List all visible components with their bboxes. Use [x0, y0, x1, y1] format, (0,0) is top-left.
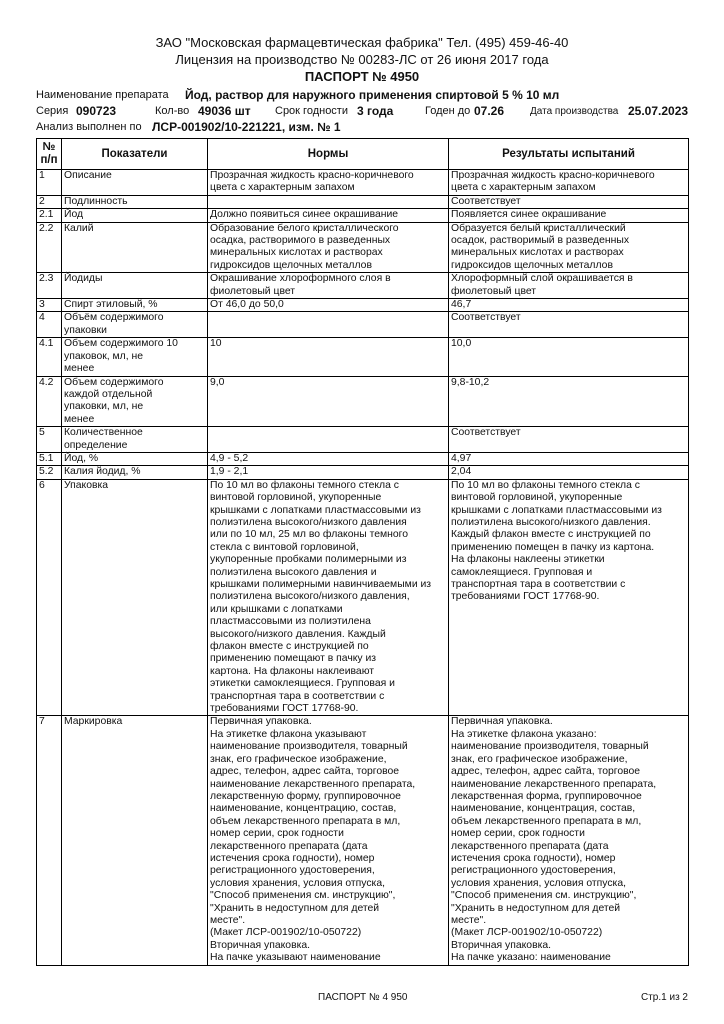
valid-until-label: Годен до [425, 105, 471, 117]
row-number: 2.1 [37, 209, 62, 222]
row-result: 10,0 [449, 338, 689, 376]
row-number: 4 [37, 312, 62, 338]
row-norm: Должно появиться синее окрашивание [208, 209, 449, 222]
row-norm [208, 195, 449, 208]
row-indicator: Описание [62, 170, 208, 196]
row-result: Появляется синее окрашивание [449, 209, 689, 222]
col-num-header: № п/п [37, 139, 62, 170]
row-number: 1 [37, 170, 62, 196]
row-norm: 9,0 [208, 376, 449, 427]
row-number: 2.3 [37, 273, 62, 299]
row-indicator: Калия йодид, % [62, 466, 208, 479]
preparation-value: Йод, раствор для наружного применения спиртовой 5 % 10 мл [185, 88, 560, 102]
table-row [37, 209, 689, 222]
row-norm: Окрашивание хлороформного слоя в фиолетовый цвет [208, 273, 449, 299]
row-norm: 4,9 - 5,2 [208, 452, 449, 465]
analysis-value: ЛСР-001902/10-221221, изм. № 1 [152, 120, 341, 134]
row-number: 7 [37, 716, 62, 965]
row-norm: Образование белого кристаллического осадка, растворимого в разведенных минеральных кислотах и растворах гидроксидов щелочных металлов [208, 222, 449, 273]
results-table [36, 138, 689, 966]
row-norm: От 46,0 до 50,0 [208, 299, 449, 312]
footer-page-number: Стр.1 из 2 [641, 992, 688, 1003]
row-norm: Первичная упаковка. На этикетке флакона указывают наименование производителя, товарный знак, его графическое изображение, адрес, телефон, адрес сайта, торговое наименование лекарственного препарата, лекарственную форму, группировочное наименование, концентрацию, состав, объем лекарственного препарата в мл, номер серии, срок годности лекарственного препарата (дата истечения срока годности), номер регистрационного удостоверения, условия хранения, условия отпуска, "Способ применения см. инструкцию", "Хранить в недоступном для детей месте". (Макет ЛСР-001902/10-050722) Вторичная упаковка. На пачке указывают наименование [208, 716, 449, 965]
table-row [37, 338, 689, 376]
col-norm-header: Нормы [208, 139, 449, 170]
table-row [37, 299, 689, 312]
row-result: Первичная упаковка. На этикетке флакона указано: наименование производителя, товарный знак, его графическое изображение, адрес, телефон, адрес сайта, торговое наименование лекарственного препарата, лекарственная форма, группировочное наименование, концентрация, состав, объем лекарственного препарата в мл, номер серии, срок годности лекарственного препарата (дата истечения срока годности), номер регистрационного удостоверения, условия хранения, условия отпуска, "Способ применения см. инструкцию", "Хранить в недоступном для детей месте". (Макет ЛСР-001902/10-050722) Вторичная упаковка. На пачке указано: наименование [449, 716, 689, 965]
production-date-value: 25.07.2023 [628, 104, 689, 118]
row-norm [208, 312, 449, 338]
row-result: Соответствует [449, 312, 689, 338]
row-number: 6 [37, 479, 62, 716]
license-line: Лицензия на производство № 00283-ЛС от 26 июня 2017 года [175, 52, 549, 67]
row-result: Прозрачная жидкость красно-коричневого цвета с характерным запахом [449, 170, 689, 196]
row-result: 9,8-10,2 [449, 376, 689, 427]
table-row [37, 195, 689, 208]
row-result: Соответствует [449, 195, 689, 208]
table-row [37, 170, 689, 196]
valid-until-value: 07.26 [474, 104, 505, 118]
table-row [37, 479, 689, 716]
row-number: 4.1 [37, 338, 62, 376]
table-row [37, 376, 689, 427]
table-row [37, 466, 689, 479]
row-indicator: Подлинность [62, 195, 208, 208]
row-norm: Прозрачная жидкость красно-коричневого цвета с характерным запахом [208, 170, 449, 196]
table-row [37, 452, 689, 465]
col-result-header: Результаты испытаний [449, 139, 689, 170]
row-norm: 10 [208, 338, 449, 376]
row-number: 5.2 [37, 466, 62, 479]
table-row [37, 273, 689, 299]
row-indicator: Упаковка [62, 479, 208, 716]
row-number: 5 [37, 427, 62, 453]
row-indicator: Йод [62, 209, 208, 222]
preparation-label: Наименование препарата [36, 89, 169, 101]
row-indicator: Маркировка [62, 716, 208, 965]
row-result: Образуется белый кристаллический осадок, растворимый в разведенных минеральных кислотах и растворах гидроксидов щелочных металлов [449, 222, 689, 273]
row-indicator: Калий [62, 222, 208, 273]
shelf-life-label: Срок годности [275, 105, 348, 117]
shelf-life-value: 3 года [357, 104, 394, 118]
row-indicator: Спирт этиловый, % [62, 299, 208, 312]
row-norm: 1,9 - 2,1 [208, 466, 449, 479]
document-title: ПАСПОРТ № 4950 [304, 69, 420, 84]
row-norm: По 10 мл во флаконы темного стекла с винтовой горловиной, укупоренные крышками с лопатками пластмассовыми из полиэтилена высокого/низкого давления или по 10 мл, 25 мл во флаконы темного стекла с винтовой горловиной, укупоренные пробками полимерными из полиэтилена высокого давления и крышками полимерными навинчиваемыми из полиэтилена высокого/низкого давления, или крышками с лопатками пластмассовыми из полиэтилена высокого/низкого давления. Каждый флакон вместе с инструкцией по применению помещают в пачку из картона. На флаконы наклеивают этикетки самоклеящиеся. Групповая и транспортная тара в соответствии с требованиями ГОСТ 17768-90. [208, 479, 449, 716]
production-date-label: Дата производства [530, 106, 619, 117]
qty-label: Кол-во [155, 105, 190, 117]
table-row [37, 312, 689, 338]
row-indicator: Йодиды [62, 273, 208, 299]
row-indicator: Объем содержимого каждой отдельной упаковки, мл, не менее [62, 376, 208, 427]
row-indicator: Йод, % [62, 452, 208, 465]
row-indicator: Количественное определение [62, 427, 208, 453]
row-indicator: Объём содержимого упаковки [62, 312, 208, 338]
table-row [37, 222, 689, 273]
series-value: 090723 [76, 104, 117, 118]
series-label: Серия [36, 105, 69, 117]
row-result: Соответствует [449, 427, 689, 453]
col-indicator-header: Показатели [62, 139, 208, 170]
footer-passport: ПАСПОРТ № 4 950 [318, 992, 408, 1003]
company-line: ЗАО "Московская фармацевтическая фабрика" Тел. (495) 459-46-40 [155, 35, 569, 50]
row-result: 4,97 [449, 452, 689, 465]
row-number: 2 [37, 195, 62, 208]
row-result: Хлороформный слой окрашивается в фиолетовый цвет [449, 273, 689, 299]
analysis-label: Анализ выполнен по [36, 121, 142, 133]
row-number: 4.2 [37, 376, 62, 427]
row-result: По 10 мл во флаконы темного стекла с винтовой горловиной, укупоренные крышками с лопатками пластмассовыми из полиэтилена высокого/низкого давления. Каждый флакон вместе с инструкцией по применению помещен в пачку из картона. На флаконы наклеены этикетки самоклеящиеся. Групповая и транспортная тара в соответствии с требованиями ГОСТ 17768-90. [449, 479, 689, 716]
row-result: 2,04 [449, 466, 689, 479]
table-row [37, 427, 689, 453]
table-row [37, 716, 689, 965]
row-number: 3 [37, 299, 62, 312]
row-indicator: Объем содержимого 10 упаковок, мл, не менее [62, 338, 208, 376]
row-norm [208, 427, 449, 453]
row-number: 2.2 [37, 222, 62, 273]
row-number: 5.1 [37, 452, 62, 465]
qty-value: 49036 шт [198, 104, 251, 118]
row-result: 46,7 [449, 299, 689, 312]
